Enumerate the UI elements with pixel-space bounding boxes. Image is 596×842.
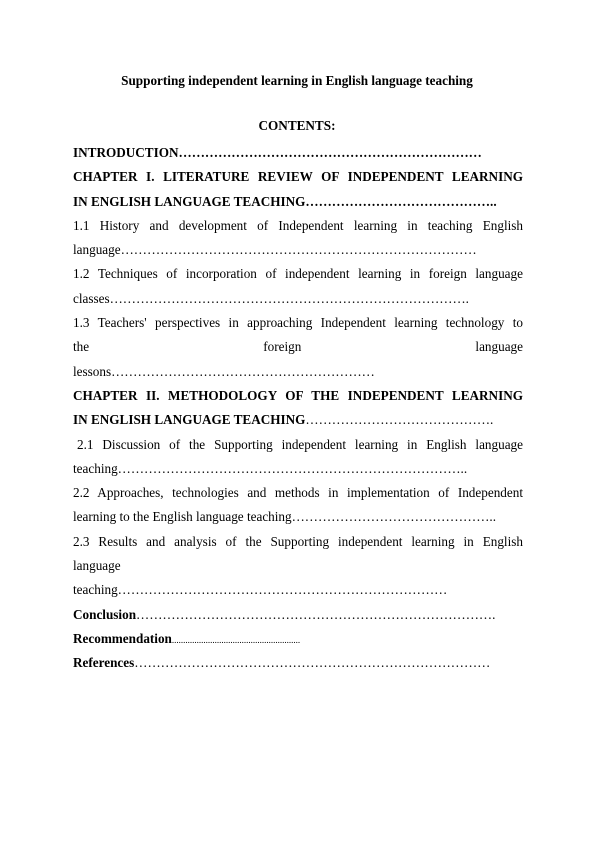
toc-section-2-1-line-1: 2.1 Discussion of the Supporting independent learning in English language (77, 436, 523, 452)
toc-recommendation-dots: ......................................................... (171, 634, 301, 645)
toc-entry-section-2-3 (73, 530, 523, 603)
toc-chapter-2-line-2 (73, 408, 523, 432)
toc-section-1-1-line-1: 1.1 History and development of Independent learning in teaching English (73, 217, 523, 233)
toc-entry-section-2-2 (73, 481, 523, 530)
toc-section-2-2-line-1: 2.2 Approaches, technologies and methods in implementation of Independent (73, 485, 523, 501)
toc-recommendation-line (73, 627, 523, 651)
toc-conclusion-line (73, 603, 523, 627)
toc-section-1-2-line-1: 1.2 Techniques of incorporation of independent learning in foreign language (73, 266, 523, 282)
toc-entry-section-1-1 (73, 214, 523, 263)
toc-section-1-1-line-2: language……………………………………………………………………… (73, 242, 477, 258)
toc-chapter-1-line-1: CHAPTER I. LITERATURE REVIEW OF INDEPENDENT LEARNING (73, 169, 523, 185)
toc-section-1-3-word-foreign: foreign (263, 339, 302, 355)
contents-heading: CONTENTS: (258, 118, 336, 133)
toc-entry-section-2-1 (73, 433, 523, 482)
toc-entry-section-1-2 (73, 262, 523, 311)
toc-entry-introduction (73, 141, 523, 165)
toc-chapter-2-line-2-title: IN ENGLISH LANGUAGE TEACHING (73, 412, 306, 428)
toc-section-2-3-line-1: 2.3 Results and analysis of the Supporting independent learning in English (73, 533, 523, 549)
toc-section-1-2-line-2: classes………………………………………………………………………. (73, 290, 469, 306)
toc-section-1-3-word-the: the (73, 339, 90, 355)
toc-conclusion-label: Conclusion (73, 606, 137, 622)
toc-references-line (73, 651, 523, 675)
table-of-contents (73, 141, 523, 676)
toc-entry-conclusion (73, 603, 523, 627)
toc-section-2-2-line-2: learning to the English language teaching……………………………………….. (73, 509, 497, 525)
toc-conclusion-dots: ………………………………………………………………………. (136, 606, 496, 622)
toc-chapter-1-line-2: IN ENGLISH LANGUAGE TEACHING…………………………………….. (73, 193, 497, 209)
toc-references-dots: ……………………………………………………………………… (134, 655, 491, 671)
toc-section-2-3-line-3: teaching………………………………………………………………… (73, 582, 448, 598)
toc-section-1-3-line-2 (73, 335, 523, 359)
toc-recommendation-label: Recommendation (73, 630, 172, 646)
toc-section-2-3-line-2: language (73, 558, 121, 574)
toc-section-1-3-word-language: language (475, 339, 523, 355)
toc-entry-recommendation (73, 627, 523, 651)
toc-references-label: References (73, 655, 135, 671)
toc-entry-chapter-1 (73, 165, 523, 214)
toc-entry-chapter-2 (73, 384, 523, 433)
toc-entry-references (73, 651, 523, 675)
toc-chapter-2-line-1: CHAPTER II. METHODOLOGY OF THE INDEPENDENT LEARNING (73, 387, 523, 403)
toc-section-1-3-line-1: 1.3 Teachers' perspectives in approaching Independent learning technology to (73, 315, 523, 331)
toc-chapter-2-line-2-dots: ……………………………………. (305, 412, 494, 428)
document-title: Supporting independent learning in English language teaching (121, 73, 473, 88)
toc-section-1-3-line-3: lessons…………………………………………………… (73, 363, 375, 379)
toc-introduction-line: INTRODUCTION…………………………………………………………… (73, 145, 482, 160)
toc-entry-section-1-3 (73, 311, 523, 384)
toc-section-2-1-line-2: teaching…………………………………………………………………….. (73, 460, 468, 476)
